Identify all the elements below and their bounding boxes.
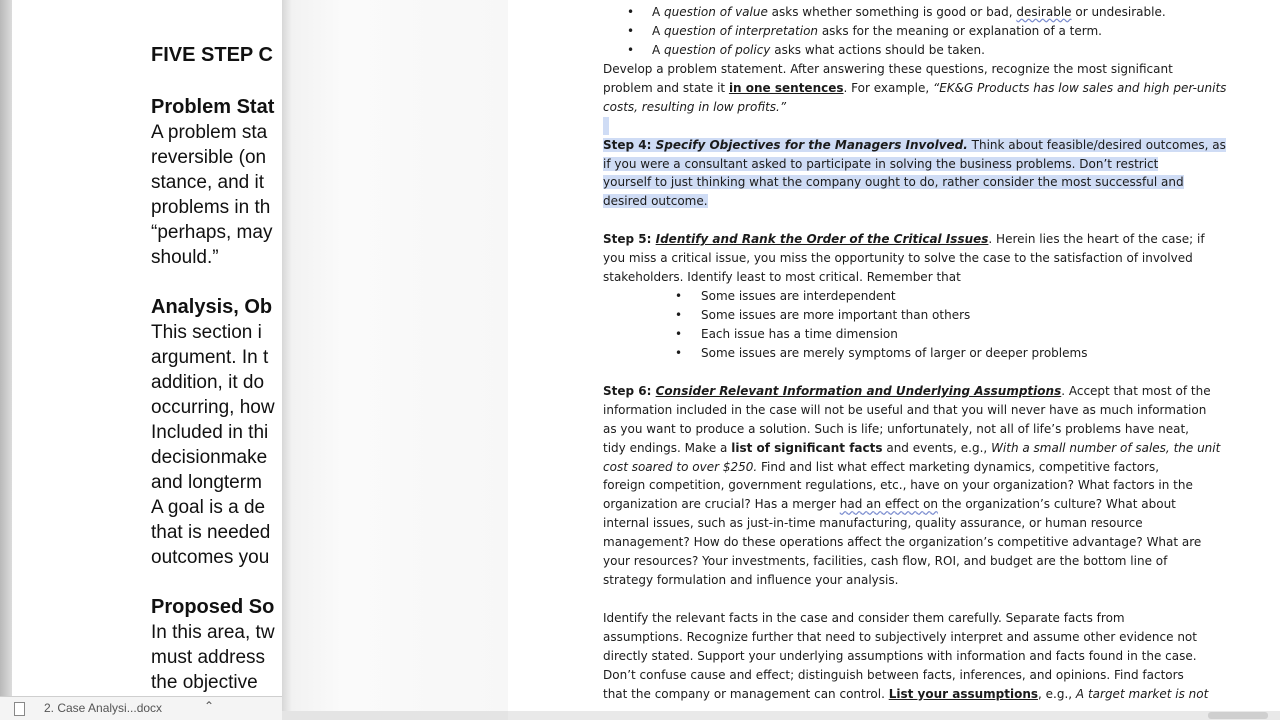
- list-item: • Some issues are more important than others: [603, 306, 1243, 325]
- paragraph-line: Develop a problem statement. After answering these questions, recognize the most significant: [603, 61, 1173, 76]
- list-item: • A question of policy asks what actions should be taken.: [603, 41, 1243, 60]
- paragraph-line: you miss a critical issue, you miss the opportunity to solve the case to the satisfaction of involved: [603, 251, 1193, 266]
- list-item: • A question of value asks whether something is good or bad, desirable or undesirable.: [603, 3, 1243, 22]
- empty-line: [603, 117, 1243, 136]
- download-bar[interactable]: [0, 696, 290, 720]
- section-text-line: occurring, how: [151, 397, 275, 418]
- paragraph-line: tidy endings. Make a list of significant facts and events, e.g., With a small number of sales, the unit: [603, 440, 1221, 455]
- paragraph-line: directly stated. Support your underlying assumptions with information and facts found in the case.: [603, 648, 1197, 663]
- section-text-line: outcomes you: [151, 547, 270, 568]
- list-item: • Some issues are merely symptoms of larger or deeper problems: [603, 344, 1243, 363]
- section-heading: Proposed So: [151, 596, 275, 618]
- paragraph-line: as you want to produce a solution. Such is life; unfortunately, not all of life’s problems have neat,: [603, 421, 1189, 436]
- paragraph-line: desired outcome.: [603, 194, 708, 209]
- step-6-heading-line: Step 6: Consider Relevant Information and Underlying Assumptions. Accept that most of the: [603, 383, 1211, 398]
- step-5-heading-line: Step 5: Identify and Rank the Order of the Critical Issues. Herein lies the heart of the case; if: [603, 232, 1205, 247]
- scrollbar-thumb[interactable]: [1208, 712, 1268, 719]
- paragraph-line: your resources? Your investments, facilities, cash flow, ROI, and budget are the bottom line of: [603, 554, 1168, 569]
- section-text-line: This section i: [151, 322, 262, 343]
- paragraph-line: problem and state it in one sentences. For example, “EK&G Products has low sales and high per-units: [603, 80, 1227, 95]
- paragraph-line: internal issues, such as just-in-time manufacturing, quality assurance, or human resource: [603, 516, 1143, 531]
- paragraph-line: management? How do these operations affect the organization’s competitive advantage? What are: [603, 535, 1202, 550]
- section-text-line: reversible (on: [151, 147, 267, 168]
- background-document-window[interactable]: [0, 0, 290, 720]
- background-doc-title: FIVE STEP C: [151, 44, 273, 66]
- window-edge: [0, 0, 12, 720]
- section-text-line: stance, and it: [151, 172, 265, 193]
- paragraph-line: that the company or management can control. List your assumptions, e.g., A target market is not: [603, 686, 1209, 701]
- download-file-name[interactable]: 2. Case Analysi...docx: [44, 701, 163, 715]
- section-text-line: problems in th: [151, 197, 271, 218]
- window-shadow-gutter: [282, 0, 508, 720]
- section-text-line: Included in thi: [151, 422, 269, 443]
- section-heading: Analysis, Ob: [151, 296, 273, 318]
- section-text-line: and longterm: [151, 472, 262, 493]
- section-text-line: A goal is a de: [151, 497, 266, 518]
- section-text-line: should.”: [151, 247, 219, 268]
- section-text-line: must address: [151, 647, 266, 668]
- list-item: • A question of interpretation asks for the meaning or explanation of a term.: [603, 22, 1243, 41]
- paragraph-line: costs, resulting in low profits.”: [603, 99, 787, 114]
- section-text-line: that is needed: [151, 522, 271, 543]
- horizontal-scrollbar[interactable]: [508, 711, 1280, 720]
- paragraph-line: stakeholders. Identify least to most critical. Remember that: [603, 270, 961, 285]
- paragraph-line: yourself to just thinking what the company ought to do, rather consider the most successful and: [603, 175, 1184, 190]
- paragraph-line: strategy formulation and influence your analysis.: [603, 573, 899, 588]
- paragraph-line: information included in the case will not be useful and that you will never have as much information: [603, 402, 1207, 417]
- chevron-up-icon[interactable]: ⌃: [204, 699, 215, 713]
- gutter-scroll-track: [282, 711, 508, 720]
- paragraph-line: Identify the relevant facts in the case and consider them carefully. Separate facts from: [603, 611, 1125, 625]
- section-text-line: decisionmake: [151, 447, 268, 468]
- paragraph-line: if you were a consultant asked to participate in solving the business problems. Don’t restrict: [603, 156, 1159, 171]
- background-document-content: [151, 40, 290, 695]
- section-heading: Problem Stat: [151, 96, 275, 118]
- section-text-line: “perhaps, may: [151, 222, 273, 243]
- section-text-line: argument. In t: [151, 347, 269, 368]
- step-4-heading-line: Step 4: Specify Objectives for the Managers Involved. Think about feasible/desired outcomes, as: [603, 137, 1226, 152]
- paragraph-line: foreign competition, government regulations, etc., have on your organization? What factors in the: [603, 478, 1193, 493]
- section-text-line: the objective: [151, 672, 258, 693]
- spellcheck-word: desirable: [1016, 5, 1072, 19]
- document-body: [603, 3, 1243, 704]
- document-icon: [14, 702, 25, 716]
- paragraph-line: Don’t confuse cause and effect; distinguish between facts, inferences, and opinions. Find factors: [603, 667, 1184, 682]
- section-text-line: In this area, tw: [151, 622, 275, 643]
- paragraph-line: cost soared to over $250. Find and list what effect marketing dynamics, competitive factors,: [603, 459, 1160, 474]
- document-page[interactable]: [508, 0, 1280, 720]
- paragraph-line: assumptions. Recognize further that need to subjectively interpret and assume other evidence not: [603, 629, 1197, 644]
- list-item: • Some issues are interdependent: [603, 287, 1243, 306]
- paragraph-line: organization are crucial? Has a merger had an effect on the organization’s culture? What about: [603, 497, 1176, 512]
- section-text-line: addition, it do: [151, 372, 265, 393]
- section-text-line: A problem sta: [151, 122, 268, 143]
- spellcheck-phrase: had an effect on: [839, 497, 939, 512]
- list-item: • Each issue has a time dimension: [603, 325, 1243, 344]
